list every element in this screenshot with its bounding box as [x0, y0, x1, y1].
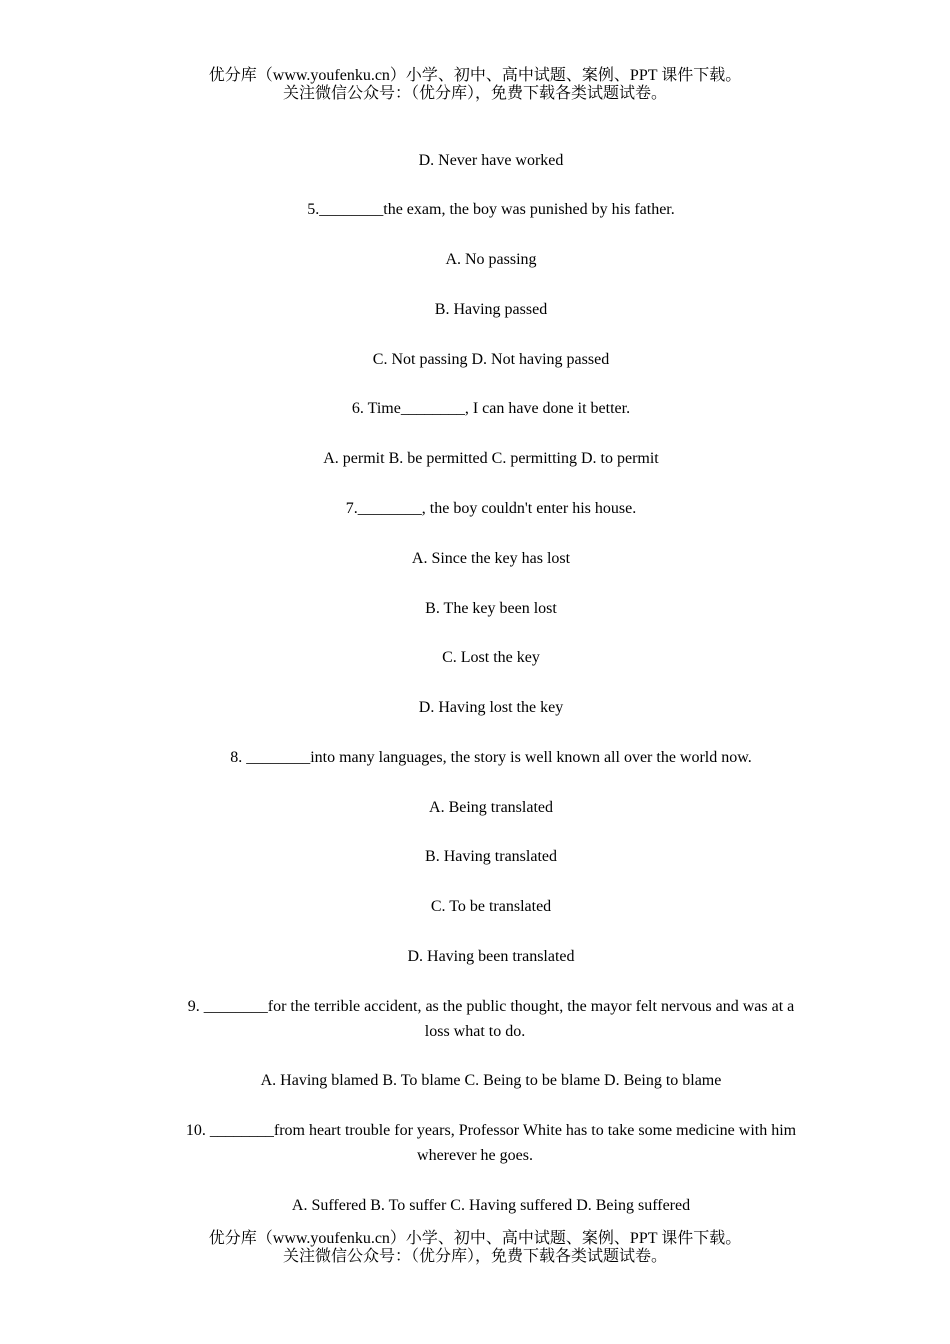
carryover-option	[0, 149, 950, 174]
option-line	[0, 348, 950, 373]
question-stem-text: 8. ________into many languages, the story is well known all over the world now.	[230, 748, 752, 766]
question-stem-text: 10. ________from heart trouble for years, Professor White has to take some medicine with him	[185, 1122, 797, 1140]
option-text: B. Having passed	[434, 300, 548, 318]
option-text: A. Suffered B. To suffer C. Having suffered D. Being suffered	[291, 1196, 691, 1214]
header-wechat-notice-line: 关注微信公众号：（优分库），免费下载各类试题试卷。	[282, 85, 667, 102]
footer-wechat-notice-line: 关注微信公众号：（优分库），免费下载各类试题试卷。	[282, 1248, 667, 1265]
question-7	[0, 497, 950, 721]
option-line	[0, 597, 950, 622]
option-line	[0, 945, 950, 970]
option-line	[0, 248, 950, 273]
footer-site-info-line: 优分库（www.youfenku.cn）小学、初中、高中试题、案例、PPT 课件下载。	[208, 1230, 742, 1247]
option-text: B. Having translated	[425, 848, 557, 866]
question-5	[0, 198, 950, 372]
question-stem-text: 9. ________for the terrible accident, as the public thought, the mayor felt nervous and was at a	[187, 997, 795, 1015]
question-stem	[0, 497, 950, 522]
option-text: D. Never have worked	[418, 151, 564, 169]
option-line	[0, 696, 950, 721]
question-9	[0, 995, 950, 1095]
option-text: D. Having been translated	[407, 948, 575, 965]
question-stem-text: 7.________, the boy couldn't enter his house.	[345, 499, 637, 517]
option-line	[0, 796, 950, 821]
option-text: C. Not passing D. Not having passed	[372, 350, 610, 368]
option-text: A. Being translated	[429, 798, 553, 816]
option-text: A. permit B. be permitted C. permitting D. to permit	[323, 450, 659, 468]
option-line	[0, 298, 950, 323]
option-text: C. To be translated	[430, 898, 552, 916]
option-text: C. Lost the key	[442, 649, 540, 667]
option-line	[0, 547, 950, 572]
question-stem	[0, 1119, 950, 1169]
option-line	[0, 895, 950, 920]
question-8	[0, 746, 950, 970]
question-list	[0, 149, 950, 1244]
option-text: B. The key been lost	[425, 599, 557, 617]
option-text: A. Since the key has lost	[411, 549, 571, 567]
question-stem	[0, 397, 950, 422]
option-text: D. Having lost the key	[418, 699, 564, 717]
question-stem-text-continued: wherever he goes.	[417, 1147, 533, 1165]
question-stem-text: 5.________the exam, the boy was punished by his father.	[307, 201, 675, 219]
option-line	[0, 845, 950, 870]
question-6	[0, 397, 950, 472]
option-line	[0, 447, 950, 472]
question-stem-text-continued: loss what to do.	[424, 1022, 526, 1040]
option-line	[0, 1069, 950, 1094]
question-stem	[0, 198, 950, 223]
option-line	[0, 1194, 950, 1219]
page-header	[0, 67, 950, 103]
option-line	[0, 646, 950, 671]
question-stem	[0, 995, 950, 1045]
option-text: A. No passing	[445, 251, 537, 269]
question-10	[0, 1119, 950, 1219]
question-stem-text: 6. Time________, I can have done it better.	[351, 400, 631, 418]
question-stem	[0, 746, 950, 771]
page-footer	[0, 1230, 950, 1266]
option-text: A. Having blamed B. To blame C. Being to be blame D. Being to blame	[260, 1072, 722, 1090]
header-site-info-line: 优分库（www.youfenku.cn）小学、初中、高中试题、案例、PPT 课件下载。	[208, 67, 742, 84]
